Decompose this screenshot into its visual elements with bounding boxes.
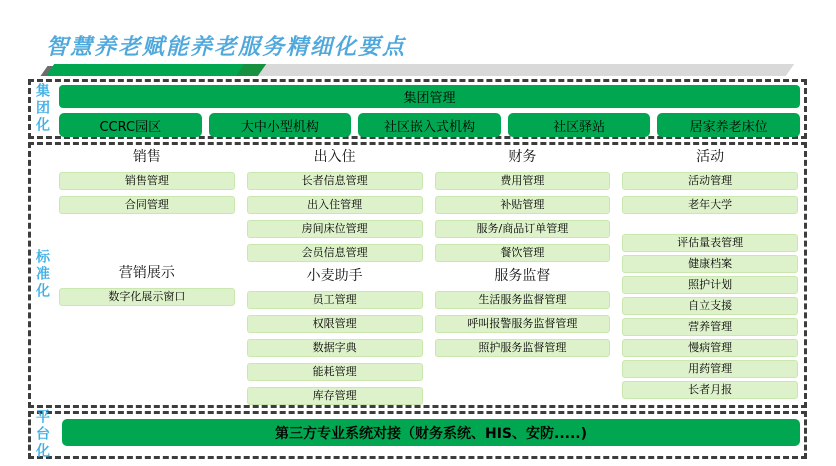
module-pill: 照护服务监督管理 [435,339,611,357]
module-pill: 库存管理 [247,387,423,405]
module-pill: 销售管理 [59,172,235,190]
section-platform-content [62,419,800,446]
module-pill: 费用管理 [435,172,611,190]
facility-node-community-embedded: 社区嵌入式机构 [358,113,501,137]
facility-node-home-beds: 居家养老床位 [657,113,800,137]
facility-row [59,113,800,137]
section-standard [28,142,807,408]
module-pill: 出入住管理 [247,196,423,214]
module-pill: 数据字典 [247,339,423,357]
module-pill: 补贴管理 [435,196,611,214]
module-pill: 营养管理 [622,318,798,336]
column-header-activity: 活动 [696,149,725,165]
module-pill: 老年大学 [622,196,798,214]
column-checkin [247,149,423,405]
module-pill: 照护计划 [622,276,798,294]
module-pill: 评估量表管理 [622,234,798,252]
column-header-sales: 销售 [132,149,161,165]
section-platform [28,411,807,459]
third-party-integration-node: 第三方专业系统对接（财务系统、HIS、安防.....) [62,419,800,446]
facility-node-community-station: 社区驿站 [508,113,651,137]
column-sales [59,149,235,405]
module-pill: 长者信息管理 [247,172,423,190]
module-pill: 自立支援 [622,297,798,315]
column-finance [435,149,611,405]
module-pill: 健康档案 [622,255,798,273]
module-pill: 用药管理 [622,360,798,378]
column-header-finance: 财务 [508,149,537,165]
module-pill: 房间床位管理 [247,220,423,238]
module-pill: 慢病管理 [622,339,798,357]
column-header-marketing: 营销展示 [118,265,175,281]
module-pill: 活动管理 [622,172,798,190]
module-pill: 餐饮管理 [435,244,611,262]
module-pill: 长者月报 [622,381,798,399]
column-header-supervision: 服务监督 [494,268,551,284]
care-module-list [622,234,798,399]
page-title: 智慧养老赋能养老服务精细化要点 [46,34,407,60]
module-pill: 服务/商品订单管理 [435,220,611,238]
group-management-node: 集团管理 [59,85,800,108]
section-standard-content [59,145,798,405]
module-pill: 会员信息管理 [247,244,423,262]
module-pill: 能耗管理 [247,363,423,381]
column-header-checkin: 出入住 [313,149,356,165]
section-platform-label: 平台化 [36,409,50,460]
section-group [28,79,807,139]
facility-node-institutions: 大中小型机构 [209,113,352,137]
section-group-label: 集团化 [36,83,50,134]
module-pill: 生活服务监督管理 [435,291,611,309]
section-group-content [59,85,800,137]
module-pill: 员工管理 [247,291,423,309]
title-underline-bar [44,64,790,76]
facility-node-ccrc: CCRC园区 [59,113,202,137]
module-pill: 数字化展示窗口 [59,288,235,306]
section-standard-label: 标准化 [36,249,50,300]
module-pill: 权限管理 [247,315,423,333]
module-pill: 呼叫报警服务监督管理 [435,315,611,333]
column-header-assistant: 小麦助手 [306,268,363,284]
module-pill: 合同管理 [59,196,235,214]
column-activity [622,149,798,405]
underline-progress [46,64,260,76]
